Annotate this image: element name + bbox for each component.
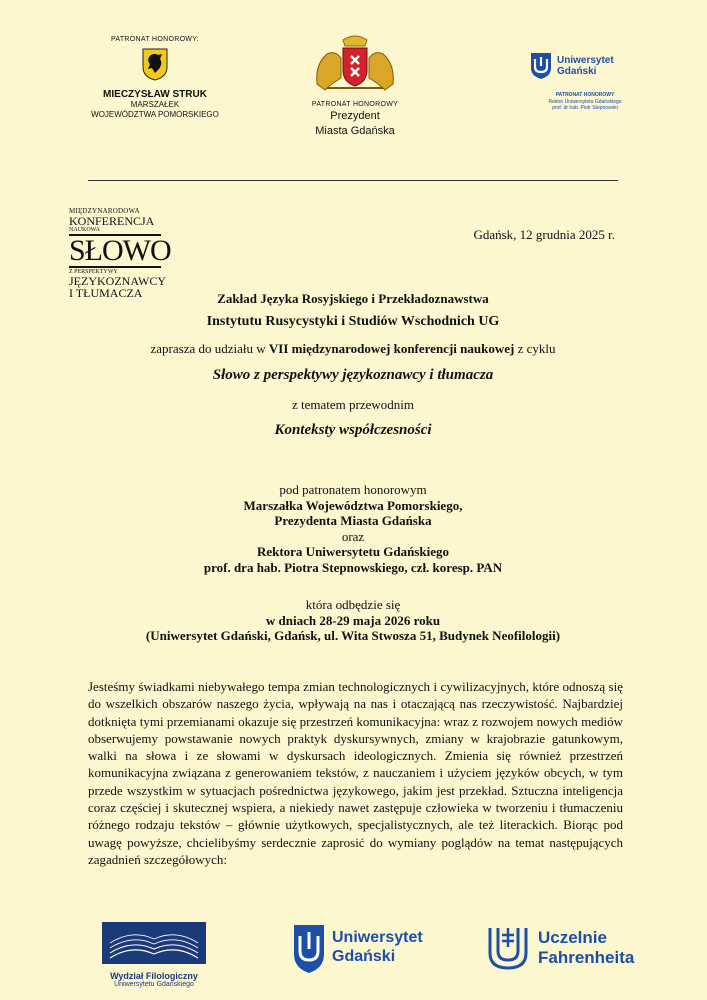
patronage-intro: pod patronatem honorowym [279, 482, 427, 497]
event-dates: w dniach 28-29 maja 2026 roku [265, 612, 441, 628]
fahrenheit-line-1: Uczelnie [538, 928, 607, 947]
patron-label: PATRONAT HONOROWY: [110, 36, 200, 43]
open-book-icon [102, 922, 206, 964]
fahrenheit-universities-logo [487, 925, 634, 971]
logo-line: Z PERSPEKTYWY [69, 269, 118, 275]
faculty-university: Uniwersytetu Gdańskiego [114, 981, 194, 988]
logo-line: NAUKOWA [69, 227, 100, 233]
patron-role-2: prof. dr hab. Piotr Stepnowski [552, 105, 618, 111]
theme-title: Konteksty współczesności [274, 422, 432, 438]
series-title: Słowo z perspektywy językoznawcy i tłumacza [212, 367, 494, 383]
letter-date: Gdańsk, 12 grudnia 2025 r. [473, 227, 615, 242]
invite-bold: VII międzynarodowej konferencji naukowej [268, 341, 515, 356]
organizer-line-2: Instytutu Rusycystyki i Studiów Wschodnich UG [206, 314, 500, 329]
organizer-line-1: Zakład Języka Rosyjskiego i Przekładoznawstwa [217, 291, 489, 306]
fahrenheit-line-2: Fahrenheita [538, 948, 635, 967]
patron-role-2: WOJEWÓDZTWA POMORSKIEGO [91, 110, 219, 119]
conference-logo [69, 207, 171, 300]
logo-word: SŁOWO [69, 234, 171, 267]
logo-line: I TŁUMACZA [69, 286, 143, 300]
event-block [88, 597, 618, 644]
university-name-2: Gdański [332, 948, 396, 965]
body-paragraph: Jesteśmy świadkami niebywałego tempa zmian technologicznych i cywilizacyjnych, które odnoszą się do wszelkich obszarów naszego życia, wpływają na nas i otaczającą nas rzeczywistość. Najbardziej dotknięta tymi przemianami okazuje się przestrzeń komunikacyjna: wraz z rozwojem nowych mediów obserwujemy powstawanie nowych praktyk dyskursywnych, zmiany w krajobrazie gatunkowym, walki na słowa i ze słowami w dyskursach ideologicznych. Zmienia się również przestrzeń komunikacyjna związana z generowaniem tekstów, z nauczaniem i użyciem języków obcych, w tym przede wszystkim w sytuacjach pośrednictwa językowego, jakim jest przekład. Sztuczna inteligencja coraz częściej i skutecznej wspiera, a niekiedy nawet zastępuje człowieka w tworzeniu i tłumaczeniu różnego rodzaju tekstów – głównie użytkowych, specjalistycznych, ale też literackich. Biorąc pod uwagę powyższe, chcielibyśmy serdecznie zaprosić do wymiany poglądów na temat następujących zagadnień szczegółowych: [88, 679, 623, 867]
event-place: (Uniwersytet Gdański, Gdańsk, ul. Wita Stwosza 51, Budynek Neofilologii) [145, 628, 561, 643]
university-of-gdansk-logo-icon [293, 924, 325, 974]
patron-name: MIECZYSŁAW STRUK [103, 89, 207, 100]
patron-title-2: Miasta Gdańska [315, 125, 395, 137]
patronage-rector: Rektora Uniwersytetu Gdańskiego [256, 544, 450, 559]
patron-mayor [290, 34, 420, 138]
patron-role: MARSZAŁEK [130, 100, 180, 109]
theme-intro: z tematem przewodnim [291, 397, 414, 412]
invite-post: z cyklu [514, 341, 556, 356]
pomeranian-griffin-icon [141, 47, 169, 81]
university-name-2: Gdański [557, 66, 597, 77]
faculty-name: Wydział Filologiczny [110, 971, 198, 981]
patron-role: Rektor Uniwersytetu Gdańskiego [548, 99, 622, 105]
invite-pre: zaprasza do udziału w [150, 341, 269, 356]
patronage-and: oraz [341, 528, 365, 544]
patron-marshal [70, 36, 240, 120]
patronage-rector-name: prof. dra hab. Piotra Stepnowskiego, czł. koresp. PAN [203, 559, 503, 575]
gdansk-coat-of-arms-icon [307, 34, 403, 92]
logo-line: KONFERENCJA [69, 214, 155, 228]
university-of-gdansk-logo-icon [530, 52, 552, 80]
fahrenheit-thermometer-icon [487, 925, 529, 971]
patron-label: PATRONAT HONOROWY [311, 101, 399, 108]
patronage-block [88, 482, 618, 575]
patron-title: Prezydent [330, 110, 380, 122]
faculty-logo [100, 922, 208, 988]
logo-line: MIĘDZYNARODOWA [69, 207, 140, 215]
patron-label: PATRONAT HONOROWY [555, 92, 615, 98]
patronage-mayor: Prezydenta Miasta Gdańska [274, 513, 432, 528]
invite-line [88, 341, 618, 357]
university-footer-logo [293, 924, 423, 974]
header-divider [88, 180, 618, 181]
logo-line: JĘZYKOZNAWCY [69, 274, 167, 288]
patronage-marshal: Marszałka Województwa Pomorskiego, [243, 497, 463, 513]
event-intro: która odbędzie się [305, 597, 401, 612]
patron-rector [530, 52, 640, 111]
university-name: Uniwersytet [557, 55, 614, 66]
university-name: Uniwersytet [332, 929, 423, 946]
